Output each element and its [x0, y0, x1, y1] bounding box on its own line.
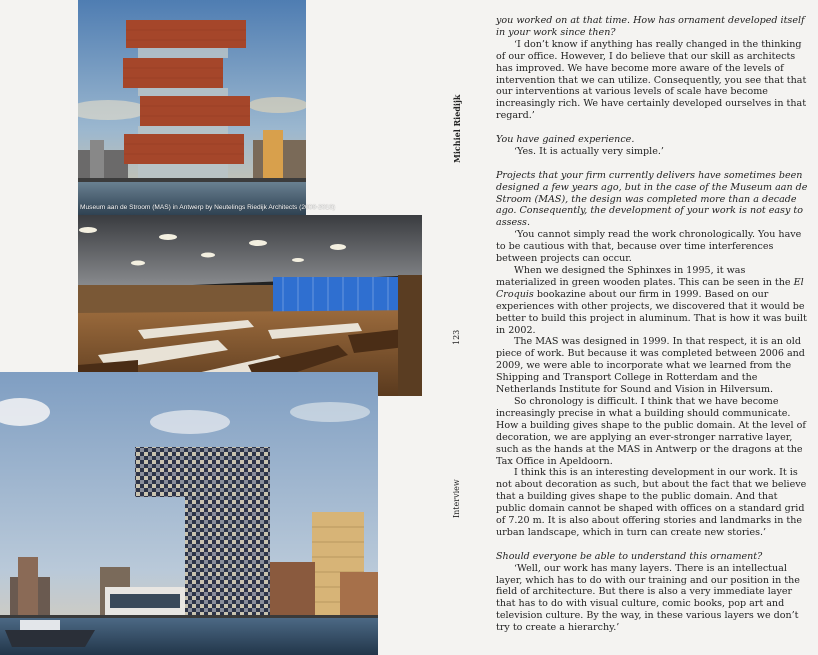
mas-caption: Museum aan de Stroom (MAS) in Antwerp by Neutelings Riedijk Architects (2000-2010) [80, 204, 336, 211]
answer: The MAS was designed in 1999. In that respect, it is an old piece of work. But because it was completed between 2006 and 2009, we were able to incorporate what we learned from the Shipping and Transport College in Rotterdam and the Netherlands Institute for Sound and Vision in Hilversum. [496, 336, 805, 396]
answer: So chronology is difficult. I think that we have become increasingly precise in what a building should communicate. How a building gives shape to the public domain. At the level of decoration, we are applying an ever-stronger narrative layer, such as the hands at the MAS in Antwerp or the dragons at the Tax Office in Apeldoorn. [496, 395, 806, 467]
mas-photo [78, 0, 306, 215]
canteen-photo [78, 215, 422, 396]
stc-illustration [0, 372, 378, 655]
answer: ‘I don’t know if anything has really changed in the thinking of our office. However, I do believe that our skill as architects has improved. We have become more aware of the levels of intervention that we can utilize. Consequently, you see that that our interventions at various levels of scale have become increasingly rich. We have certainly developed ourselves in that regard.’ [496, 38, 807, 122]
answer [496, 265, 808, 336]
spacer [496, 122, 808, 134]
canteen-illustration [78, 215, 422, 396]
answer: ‘Well, our work has many layers. There is an intellectual layer, which has to do with our training and our position in the field of architecture. But there is also a very immediate layer that has to do with visual culture, comic books, pop art and television culture. By the way, in these various layers we don’t try to create a hierarchy.’ [496, 562, 800, 634]
section-label: Interview [452, 479, 461, 518]
question: You have gained experience. [496, 134, 635, 146]
spacer [496, 539, 808, 551]
interview-text [496, 15, 808, 634]
page-number: 123 [452, 329, 461, 345]
answer: I think this is an interesting development in our work. It is not about decoration as such, but about the fact that we believe that a building gives shape to the public domain. And that public domain cannot be shaped with offices on a standard grid of 7.20 m. It is also about offering stories and landmarks in the urban landscape, which in turn can create new stories.’ [496, 467, 807, 538]
question: Projects that your firm currently delivers have sometimes been designed a few years ago, but in the case of the Museum aan de Stroom (MAS), the design was completed more than a decade ago. Consequently, the development of your work is not easy to assess. [496, 169, 808, 229]
mas-illustration [78, 0, 306, 215]
answer-text: bookazine about our firm in 1999. Based on our experiences with other projects, we discovered that it would be better to build this project in aluminum. That is how it was built in 2002. [496, 288, 807, 336]
stc-photo [0, 372, 378, 655]
answer: ‘You cannot simply read the work chronologically. You have to be cautious with that, because over time interferences between projects can occur. [496, 229, 802, 265]
question: you worked on at that time. How has ornament developed itself in your work since then? [496, 15, 805, 38]
answer-text: When we designed the Sphinxes in 1995, it was materialized in green wooden plates. This can be seen in the [496, 265, 794, 288]
author-name: Michiel Riedijk [452, 94, 462, 163]
question: Should everyone be able to understand this ornament? [496, 550, 763, 562]
publication-title: El Croquis [496, 276, 804, 300]
answer: ‘Yes. It is actually very simple.’ [514, 145, 664, 157]
spacer [496, 158, 808, 170]
